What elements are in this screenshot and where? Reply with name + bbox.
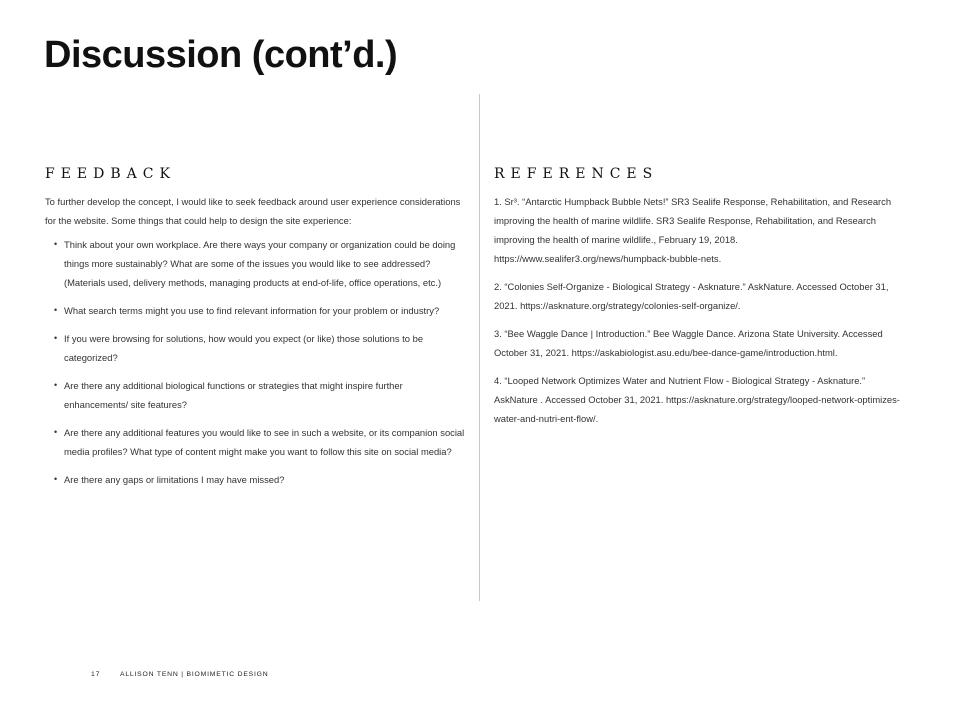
reference-item: 4. “Looped Network Optimizes Water and Nutrient Flow - Biological Strategy - Asknature.” AskNature . Accessed October 31, 2021. https://asknature.org/strategy/looped-network-optimizes-water-and-nutri-ent-flow/. <box>494 375 900 424</box>
page-number: 17 <box>91 671 101 678</box>
feedback-item <box>45 470 467 489</box>
bullet-icon: • <box>54 333 58 343</box>
feedback-item-text: Are there any gaps or limitations I may have missed? <box>64 474 285 485</box>
feedback-item-text: Think about your own workplace. Are there ways your company or organization could be doing things more sustainably? What are some of the issues you would like to see addressed? (Materials used, delivery methods, managing products at end-of-life, office operations, etc.) <box>64 239 456 288</box>
page-title: Discussion (cont’d.) <box>44 34 398 76</box>
feedback-item-text: Are there any additional biological functions or strategies that might inspire further enhancements/ site features? <box>64 380 403 410</box>
feedback-item-text: What search terms might you use to find relevant information for your problem or industry? <box>64 305 440 316</box>
bullet-icon: • <box>54 239 58 249</box>
reference-item: 3. “Bee Waggle Dance | Introduction.” Bee Waggle Dance. Arizona State University. Accessed October 31, 2021. https://askabiologist.asu.edu/bee-dance-game/introduction.html. <box>494 328 883 358</box>
bullet-icon: • <box>54 305 58 315</box>
page-footer <box>91 671 268 678</box>
bullet-icon: • <box>54 380 58 390</box>
reference-item: 2. “Colonies Self-Organize - Biological Strategy - Asknature.” AskNature. Accessed October 31, 2021. https://asknature.org/strategy/colonies-self-organize/. <box>494 281 889 311</box>
feedback-item-text: If you were browsing for solutions, how would you expect (or like) those solutions to be categorized? <box>64 333 424 363</box>
feedback-item <box>45 235 467 292</box>
feedback-heading: FEEDBACK <box>45 166 176 182</box>
reference-item: 1. Sr³. “Antarctic Humpback Bubble Nets!” SR3 Sealife Response, Rehabilitation, and Research improving the health of marine wildlife. SR3 Sealife Response, Rehabilitation, and Research improving the health of marine wildlife., February 19, 2018. https://www.sealifer3.org/news/humpback-bubble-nets. <box>494 196 892 264</box>
references-heading: REFERENCES <box>494 166 659 182</box>
feedback-item-text: Are there any additional features you would like to see in such a website, or its companion social media profiles? What type of content might make you want to follow this site on social media? <box>64 427 465 457</box>
feedback-intro: To further develop the concept, I would like to seek feedback around user experience considerations for the website. Some things that could help to design the site experience: <box>45 196 461 226</box>
feedback-item <box>45 423 467 461</box>
footer-text: ALLISON TENN | BIOMIMETIC DESIGN <box>120 671 269 678</box>
feedback-section <box>45 166 467 498</box>
feedback-item <box>45 329 467 367</box>
feedback-list <box>45 235 467 489</box>
bullet-icon: • <box>54 427 58 437</box>
feedback-item <box>45 376 467 414</box>
feedback-item <box>45 301 467 320</box>
bullet-icon: • <box>54 474 58 484</box>
references-section <box>494 166 910 437</box>
column-divider <box>479 94 480 601</box>
